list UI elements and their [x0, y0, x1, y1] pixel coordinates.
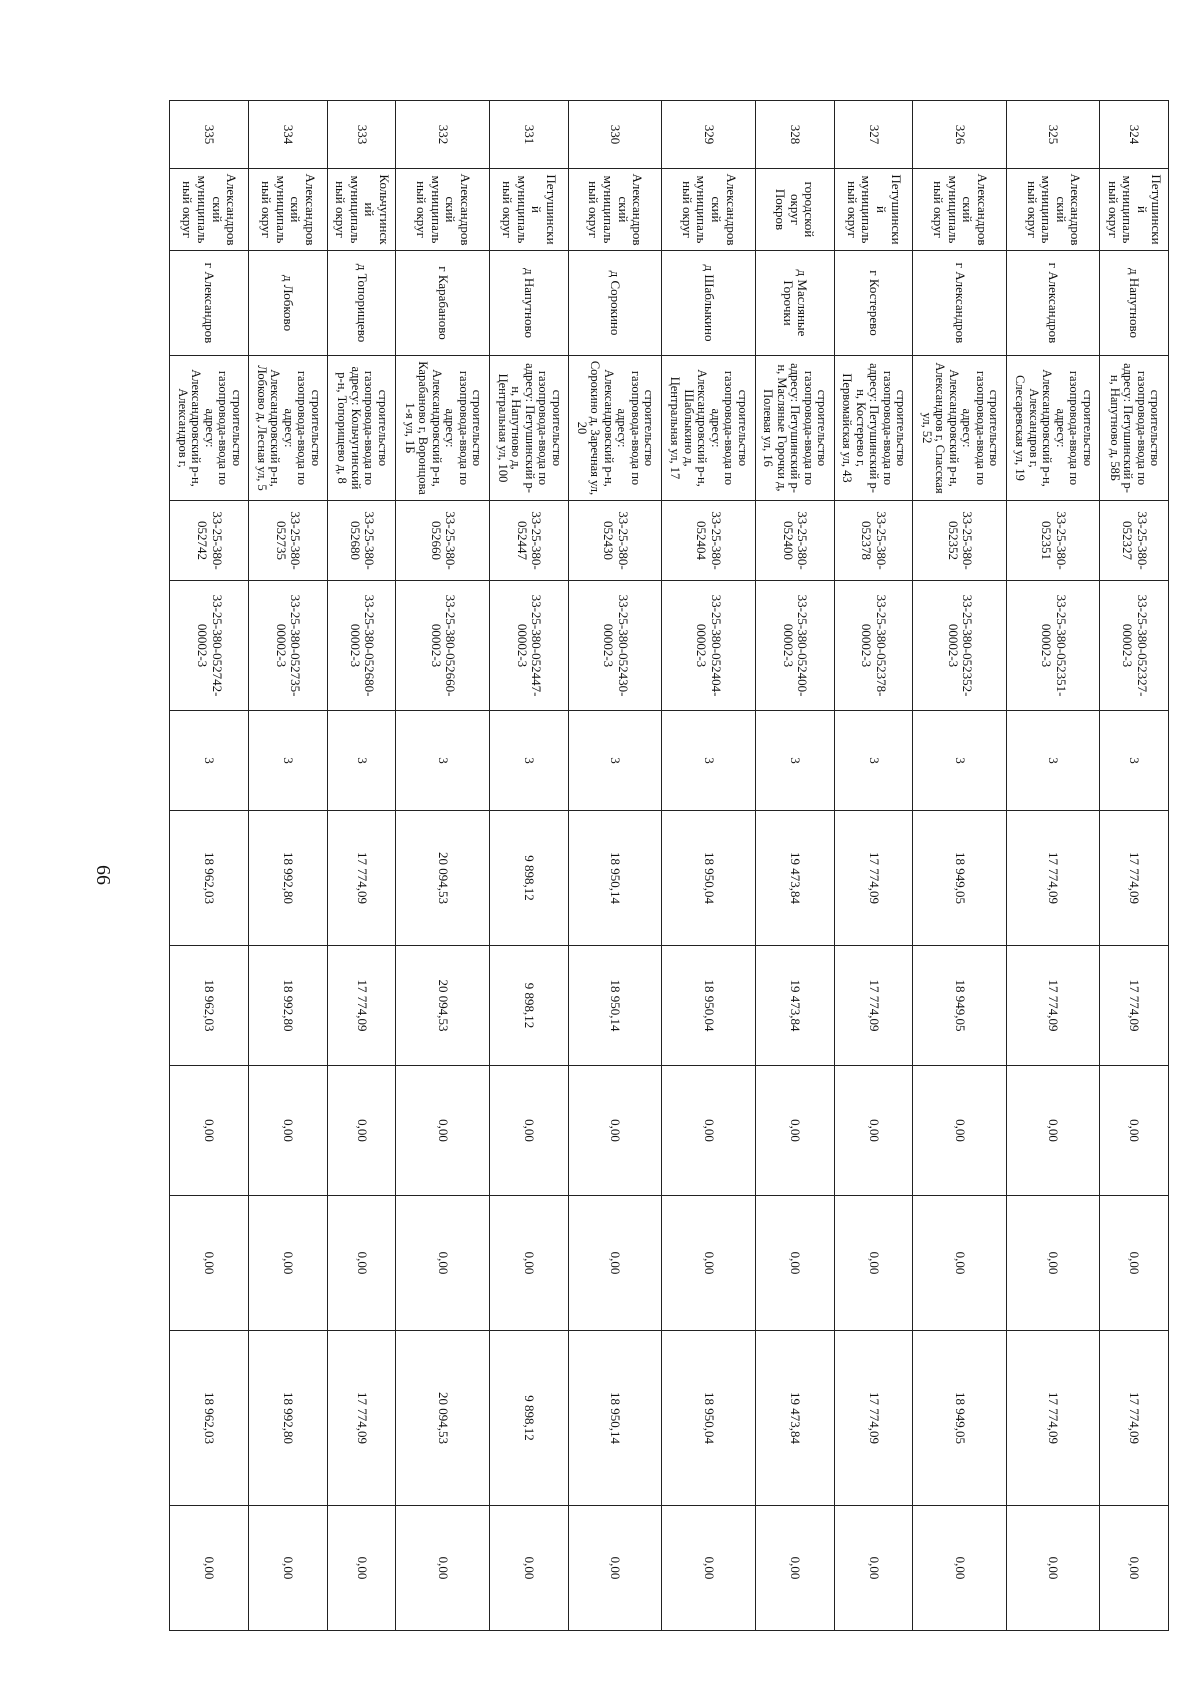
amount-2-cell: 17 774,09	[327, 946, 396, 1066]
register-table	[169, 100, 1169, 1631]
amount-6-cell: 0,00	[1100, 1506, 1169, 1631]
amount-5-cell: 18 950,04	[662, 1331, 755, 1506]
table-row	[568, 101, 661, 1631]
page-number: 66	[92, 865, 115, 885]
amount-3-cell: 0,00	[170, 1066, 249, 1196]
row-number: 334	[248, 101, 327, 169]
amount-total-cell: 18 950,14	[568, 811, 661, 946]
district-cell: Кольчугинский муниципальный округ	[327, 169, 396, 251]
table-row	[913, 101, 1006, 1631]
amount-4-cell: 0,00	[755, 1196, 834, 1331]
object-code-cell: 33-25-380-052351	[1006, 501, 1099, 581]
amount-6-cell: 0,00	[396, 1506, 489, 1631]
row-number: 332	[396, 101, 489, 169]
amount-2-cell: 18 962,03	[170, 946, 249, 1066]
object-code-cell: 33-25-380-052680	[327, 501, 396, 581]
work-description-cell: строительство газопровода-ввода по адресу: Александровский р-н, Сорокино д, Заречная ул, 20	[568, 356, 661, 501]
amount-3-cell: 0,00	[568, 1066, 661, 1196]
district-cell: Александровский муниципальный округ	[396, 169, 489, 251]
amount-5-cell: 17 774,09	[1100, 1331, 1169, 1506]
object-code-cell: 33-25-380-052400	[755, 501, 834, 581]
district-cell: Петушинский муниципальный округ	[834, 169, 913, 251]
amount-4-cell: 0,00	[170, 1196, 249, 1331]
amount-4-cell: 0,00	[489, 1196, 568, 1331]
object-code-cell: 33-25-380-052660	[396, 501, 489, 581]
table-row	[170, 101, 249, 1631]
row-number: 329	[662, 101, 755, 169]
object-id-cell: 33-25-380-052404-00002-3	[662, 581, 755, 711]
row-number: 328	[755, 101, 834, 169]
amount-3-cell: 0,00	[662, 1066, 755, 1196]
amount-5-cell: 17 774,09	[327, 1331, 396, 1506]
amount-3-cell: 0,00	[755, 1066, 834, 1196]
amount-3-cell: 0,00	[1100, 1066, 1169, 1196]
work-description-cell: строительство газопровода-ввода по адресу: Петушинский р-н, Костерево г, Первомайская ул, 43	[834, 356, 913, 501]
row-number: 324	[1100, 101, 1169, 169]
amount-5-cell: 20 094,53	[396, 1331, 489, 1506]
amount-6-cell: 0,00	[170, 1506, 249, 1631]
amount-5-cell: 17 774,09	[1006, 1331, 1099, 1506]
amount-3-cell: 0,00	[913, 1066, 1006, 1196]
category-cell: 3	[662, 711, 755, 811]
category-cell: 3	[396, 711, 489, 811]
amount-4-cell: 0,00	[662, 1196, 755, 1331]
object-id-cell: 33-25-380-052327-00002-3	[1100, 581, 1169, 711]
district-cell: Петушинский муниципальный округ	[1100, 169, 1169, 251]
locality-cell: г Александров	[913, 251, 1006, 356]
locality-cell: д Топорищево	[327, 251, 396, 356]
amount-3-cell: 0,00	[327, 1066, 396, 1196]
locality-cell: д Напутново	[489, 251, 568, 356]
object-code-cell: 33-25-380-052447	[489, 501, 568, 581]
amount-6-cell: 0,00	[662, 1506, 755, 1631]
amount-5-cell: 9 898,12	[489, 1331, 568, 1506]
table-row	[327, 101, 396, 1631]
amount-total-cell: 18 992,80	[248, 811, 327, 946]
work-description-cell: строительство газопровода-ввода по адресу: Александровский р-н, Александров г, Слесаревская ул, 19	[1006, 356, 1099, 501]
amount-5-cell: 17 774,09	[834, 1331, 913, 1506]
amount-2-cell: 17 774,09	[1006, 946, 1099, 1066]
table-row	[834, 101, 913, 1631]
amount-3-cell: 0,00	[834, 1066, 913, 1196]
object-code-cell: 33-25-380-052404	[662, 501, 755, 581]
locality-cell: д Сорокино	[568, 251, 661, 356]
table-frame	[169, 100, 1169, 1630]
district-cell: Петушинский муниципальный округ	[489, 169, 568, 251]
amount-total-cell: 17 774,09	[834, 811, 913, 946]
object-id-cell: 33-25-380-052351-00002-3	[1006, 581, 1099, 711]
object-code-cell: 33-25-380-052735	[248, 501, 327, 581]
object-code-cell: 33-25-380-052327	[1100, 501, 1169, 581]
locality-cell: г Александров	[1006, 251, 1099, 356]
amount-total-cell: 9 898,12	[489, 811, 568, 946]
amount-3-cell: 0,00	[396, 1066, 489, 1196]
row-number: 327	[834, 101, 913, 169]
amount-4-cell: 0,00	[248, 1196, 327, 1331]
object-code-cell: 33-25-380-052352	[913, 501, 1006, 581]
amount-2-cell: 19 473,84	[755, 946, 834, 1066]
amount-total-cell: 19 473,84	[755, 811, 834, 946]
row-number: 331	[489, 101, 568, 169]
amount-2-cell: 18 950,04	[662, 946, 755, 1066]
locality-cell: д Шаблыкино	[662, 251, 755, 356]
amount-5-cell: 18 949,05	[913, 1331, 1006, 1506]
table-row	[1006, 101, 1099, 1631]
locality-cell: г Костерево	[834, 251, 913, 356]
category-cell: 3	[489, 711, 568, 811]
object-code-cell: 33-25-380-052742	[170, 501, 249, 581]
amount-2-cell: 18 992,80	[248, 946, 327, 1066]
district-cell: Александровский муниципальный округ	[1006, 169, 1099, 251]
row-number: 326	[913, 101, 1006, 169]
table-row	[1100, 101, 1169, 1631]
district-cell: Александровский муниципальный округ	[248, 169, 327, 251]
row-number: 335	[170, 101, 249, 169]
amount-6-cell: 0,00	[568, 1506, 661, 1631]
amount-4-cell: 0,00	[834, 1196, 913, 1331]
amount-2-cell: 18 949,05	[913, 946, 1006, 1066]
table-row	[248, 101, 327, 1631]
locality-cell: д Масляные Горочки	[755, 251, 834, 356]
amount-3-cell: 0,00	[1006, 1066, 1099, 1196]
work-description-cell: строительство газопровода-ввода по адресу: Кольчугинский р-н, Топорищево д, 8	[327, 356, 396, 501]
amount-total-cell: 17 774,09	[327, 811, 396, 946]
amount-4-cell: 0,00	[327, 1196, 396, 1331]
category-cell: 3	[568, 711, 661, 811]
work-description-cell: строительство газопровода-ввода по адресу: Петушинский р-н, Напутново д, 58Б	[1100, 356, 1169, 501]
amount-6-cell: 0,00	[489, 1506, 568, 1631]
table-row	[662, 101, 755, 1631]
object-code-cell: 33-25-380-052430	[568, 501, 661, 581]
amount-4-cell: 0,00	[568, 1196, 661, 1331]
row-number: 330	[568, 101, 661, 169]
locality-cell: г Карабаново	[396, 251, 489, 356]
object-id-cell: 33-25-380-052660-00002-3	[396, 581, 489, 711]
amount-4-cell: 0,00	[1100, 1196, 1169, 1331]
locality-cell: г Александров	[170, 251, 249, 356]
category-cell: 3	[913, 711, 1006, 811]
district-cell: Александровский муниципальный округ	[662, 169, 755, 251]
amount-5-cell: 18 950,14	[568, 1331, 661, 1506]
amount-total-cell: 17 774,09	[1100, 811, 1169, 946]
work-description-cell: строительство газопровода-ввода по адресу: Александровский р-н, Шаблыкино д, Центральная ул, 17	[662, 356, 755, 501]
category-cell: 3	[170, 711, 249, 811]
row-number: 325	[1006, 101, 1099, 169]
work-description-cell: строительство газопровода-ввода по адресу: Александровский р-н, Карабаново г, Воронцова 1-я ул, 1Б	[396, 356, 489, 501]
amount-5-cell: 18 992,80	[248, 1331, 327, 1506]
category-cell: 3	[755, 711, 834, 811]
district-cell: Александровский муниципальный округ	[170, 169, 249, 251]
amount-2-cell: 18 950,14	[568, 946, 661, 1066]
amount-5-cell: 19 473,84	[755, 1331, 834, 1506]
amount-5-cell: 18 962,03	[170, 1331, 249, 1506]
object-code-cell: 33-25-380-052378	[834, 501, 913, 581]
category-cell: 3	[834, 711, 913, 811]
object-id-cell: 33-25-380-052378-00002-3	[834, 581, 913, 711]
district-cell: Александровский муниципальный округ	[913, 169, 1006, 251]
work-description-cell: строительство газопровода-ввода по адресу: Александровский р-н, Александров г, Спасская ул, 52	[913, 356, 1006, 501]
category-cell: 3	[1100, 711, 1169, 811]
amount-total-cell: 20 094,53	[396, 811, 489, 946]
locality-cell: д Напутново	[1100, 251, 1169, 356]
amount-2-cell: 9 898,12	[489, 946, 568, 1066]
amount-total-cell: 18 950,04	[662, 811, 755, 946]
amount-total-cell: 18 949,05	[913, 811, 1006, 946]
object-id-cell: 33-25-380-052742-00002-3	[170, 581, 249, 711]
object-id-cell: 33-25-380-052680-00002-3	[327, 581, 396, 711]
amount-3-cell: 0,00	[248, 1066, 327, 1196]
amount-6-cell: 0,00	[834, 1506, 913, 1631]
object-id-cell: 33-25-380-052400-00002-3	[755, 581, 834, 711]
category-cell: 3	[327, 711, 396, 811]
amount-2-cell: 17 774,09	[1100, 946, 1169, 1066]
object-id-cell: 33-25-380-052447-00002-3	[489, 581, 568, 711]
locality-cell: д Лобково	[248, 251, 327, 356]
district-cell: Александровский муниципальный округ	[568, 169, 661, 251]
table-row	[755, 101, 834, 1631]
amount-2-cell: 17 774,09	[834, 946, 913, 1066]
district-cell: городской округ Покров	[755, 169, 834, 251]
amount-3-cell: 0,00	[489, 1066, 568, 1196]
table-body	[170, 101, 1169, 1631]
amount-6-cell: 0,00	[755, 1506, 834, 1631]
table-row	[489, 101, 568, 1631]
object-id-cell: 33-25-380-052430-00002-3	[568, 581, 661, 711]
amount-6-cell: 0,00	[327, 1506, 396, 1631]
category-cell: 3	[248, 711, 327, 811]
work-description-cell: строительство газопровода-ввода по адресу: Александровский р-н, Лобково д, Лесная ул, 5	[248, 356, 327, 501]
amount-6-cell: 0,00	[913, 1506, 1006, 1631]
amount-total-cell: 17 774,09	[1006, 811, 1099, 946]
amount-4-cell: 0,00	[1006, 1196, 1099, 1331]
amount-total-cell: 18 962,03	[170, 811, 249, 946]
table-row	[396, 101, 489, 1631]
object-id-cell: 33-25-380-052735-00002-3	[248, 581, 327, 711]
row-number: 333	[327, 101, 396, 169]
object-id-cell: 33-25-380-052352-00002-3	[913, 581, 1006, 711]
amount-4-cell: 0,00	[913, 1196, 1006, 1331]
amount-6-cell: 0,00	[248, 1506, 327, 1631]
category-cell: 3	[1006, 711, 1099, 811]
amount-2-cell: 20 094,53	[396, 946, 489, 1066]
amount-4-cell: 0,00	[396, 1196, 489, 1331]
work-description-cell: строительство газопровода-ввода по адресу: Петушинский р-н, Напутново д, Центральная ул, 100	[489, 356, 568, 501]
work-description-cell: строительство газопровода-ввода по адресу: Петушинский р-н, Масляные Горочки д, Полевая ул, 16	[755, 356, 834, 501]
amount-6-cell: 0,00	[1006, 1506, 1099, 1631]
work-description-cell: строительство газопровода-ввода по адресу: Александровский р-н, Александров г,	[170, 356, 249, 501]
